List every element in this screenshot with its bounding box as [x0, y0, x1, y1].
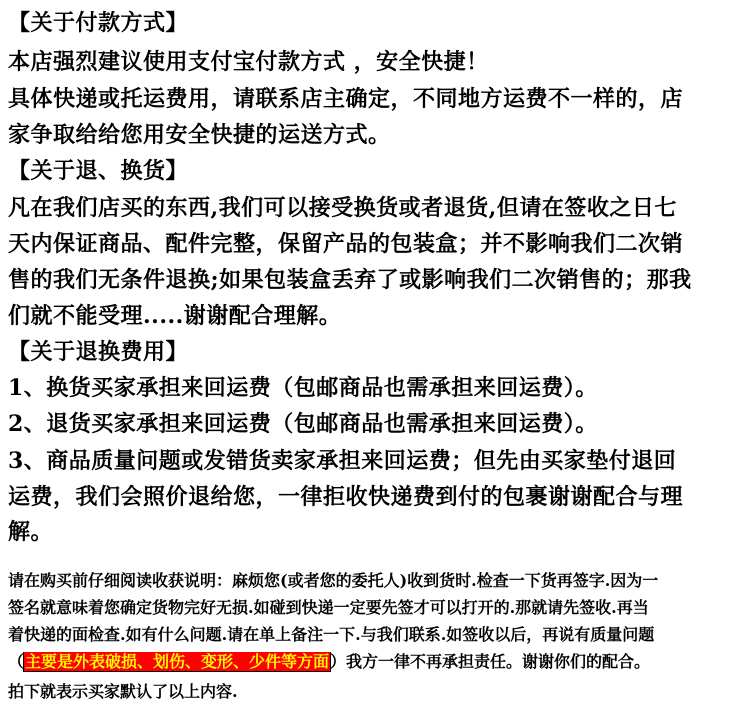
fees-heading: 【关于退换费用】 — [8, 339, 189, 365]
fees-line-4: 运费，我们会照价退给您，一律拒收快递费到付的包裹谢谢配合与理 — [8, 484, 684, 510]
returns-line-4: 们就不能受理.....谢谢配合理解。 — [8, 303, 342, 329]
payment-line-2: 具体快递或托运费用，请联系店主确定，不同地方运费不一样的，店 — [8, 86, 684, 112]
notice-line-4 — [8, 652, 750, 672]
fees-line-1: 1、换货买家承担来回运费（包邮商品也需承担来回运费）。 — [8, 375, 598, 401]
returns-line-1: 凡在我们店买的东西,我们可以接受换货或者退货,但请在签收之日七 — [8, 195, 677, 221]
payment-heading: 【关于付款方式】 — [8, 10, 189, 36]
fees-line-2: 2、退货买家承担来回运费（包邮商品也需承担来回运费）。 — [8, 411, 598, 437]
damage-highlight: 主要是外表破损、划伤、变形、少件等方面 — [25, 652, 330, 671]
returns-line-2: 天内保证商品、配件完整，保留产品的包装盒；并不影响我们二次销 — [8, 231, 684, 257]
notice-line-4-prefix: （ — [8, 652, 25, 671]
fees-line-5: 解。 — [8, 519, 54, 545]
notice-line-1: 请在购买前仔细阅读收获说明：麻烦您(或者您的委托人)收到货时.检查一下货再签字.因为一 — [8, 571, 659, 590]
returns-heading: 【关于退、换货】 — [8, 158, 189, 184]
notice-line-3: 着快递的面检查.如有什么问题.请在单上备注一下.与我们联系.如签收以后，再说有质量问题 — [8, 625, 655, 644]
payment-line-3: 家争取给给您用安全快捷的运送方式。 — [8, 122, 391, 148]
fees-line-3: 3、商品质量问题或发错货卖家承担来回运费；但先由买家垫付退回 — [8, 448, 677, 474]
notice-line-2: 签名就意味着您确定货物完好无损.如碰到快递一定要先签才可以打开的.那就请先签收.再当 — [8, 598, 649, 617]
payment-line-1: 本店强烈建议使用支付宝付款方式 ，安全快捷！ — [8, 49, 489, 75]
returns-line-3: 售的我们无条件退换;如果包装盒丢弃了或影响我们二次销售的；那我 — [8, 267, 692, 293]
notice-line-4-suffix: ）我方一律不再承担责任。谢谢你们的配合。 — [330, 652, 651, 671]
notice-line-5: 拍下就表示买家默认了以上内容. — [8, 682, 238, 701]
